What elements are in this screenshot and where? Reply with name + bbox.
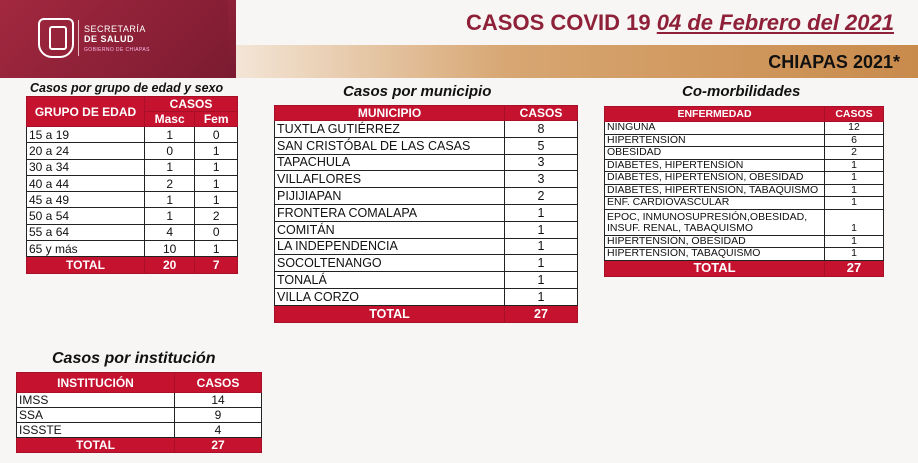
comorb-col-enf: ENFERMEDAD [605, 107, 825, 122]
comorb-casos: 1 [825, 235, 884, 248]
edad-total-row [27, 257, 238, 273]
edad-fem: 2 [195, 208, 238, 224]
mun-casos: 2 [505, 188, 578, 205]
comorb-total-row [605, 260, 884, 276]
page-subtitle: CHIAPAS 2021* [768, 52, 900, 72]
comorb-name: ENF. CARDIOVASCULAR [605, 197, 825, 210]
edad-col-fem: Fem [195, 112, 238, 127]
mun-casos: 3 [505, 171, 578, 188]
inst-col-name: INSTITUCIÓN [17, 373, 175, 393]
comorb-casos: 1 [825, 172, 884, 185]
inst-name: IMSS [17, 393, 175, 408]
table-row [605, 197, 884, 210]
edad-grupo: 20 a 24 [27, 143, 145, 159]
mun-casos: 1 [505, 204, 578, 221]
edad-masc: 2 [145, 175, 195, 191]
institucion-table [16, 372, 262, 453]
comorb-total-value: 27 [825, 260, 884, 276]
comorb-casos: 12 [825, 122, 884, 135]
mun-name: VILLA CORZO [275, 288, 505, 305]
comorb-casos: 1 [825, 197, 884, 210]
mun-name: TONALÁ [275, 272, 505, 289]
table-row [27, 224, 238, 240]
mun-casos: 1 [505, 221, 578, 238]
table-row [605, 134, 884, 147]
table-row [275, 171, 578, 188]
table-row [275, 204, 578, 221]
mun-casos: 1 [505, 288, 578, 305]
table-row [17, 393, 262, 408]
mun-name: SOCOLTENANGO [275, 255, 505, 272]
mun-col-name: MUNICIPIO [275, 106, 505, 121]
title-area [236, 0, 918, 45]
mun-name: TUXTLA GUTIÉRREZ [275, 121, 505, 138]
state-seal-icon [38, 18, 74, 58]
edad-fem: 0 [195, 224, 238, 240]
table-row [17, 423, 262, 438]
edad-col-group: GRUPO DE EDAD [27, 97, 145, 127]
inst-total-row [17, 438, 262, 453]
inst-total-value: 27 [175, 438, 262, 453]
table-row [605, 248, 884, 261]
logo-line3: GOBIERNO DE CHIAPAS [84, 47, 150, 53]
edad-masc: 4 [145, 224, 195, 240]
comorb-casos: 2 [825, 147, 884, 160]
table-row [275, 272, 578, 289]
comorb-casos: 1 [825, 209, 884, 235]
mun-name: VILLAFLORES [275, 171, 505, 188]
municipio-table [274, 105, 578, 323]
inst-name: ISSSTE [17, 423, 175, 438]
table-row [275, 238, 578, 255]
comorb-name: NINGUNA [605, 122, 825, 135]
logo-line2: DE SALUD [84, 34, 135, 44]
page-title [466, 10, 894, 36]
edad-grupo: 40 a 44 [27, 175, 145, 191]
comorb-name: OBESIDAD [605, 147, 825, 160]
inst-title: Casos por institución [52, 350, 216, 367]
edad-col-casos: CASOS [145, 97, 238, 112]
table-row [27, 175, 238, 191]
table-row [605, 172, 884, 185]
table-row [275, 121, 578, 138]
logo-divider [78, 20, 79, 56]
edad-fem: 1 [195, 175, 238, 191]
comorb-name: EPOC, INMUNOSUPRESIÓN,OBESIDAD, INSUF. RENAL, TABAQUISMO [605, 209, 825, 235]
edad-total-masc: 20 [145, 257, 195, 273]
table-row [27, 208, 238, 224]
comorb-title: Co-morbilidades [682, 83, 801, 100]
table-row [605, 159, 884, 172]
table-row [27, 192, 238, 208]
edad-masc: 1 [145, 127, 195, 143]
comorb-total-label: TOTAL [605, 260, 825, 276]
comorb-casos: 1 [825, 159, 884, 172]
mun-casos: 1 [505, 272, 578, 289]
table-row [605, 122, 884, 135]
table-row [275, 137, 578, 154]
inst-total-label: TOTAL [17, 438, 175, 453]
table-row [27, 241, 238, 257]
mun-name: SAN CRISTÓBAL DE LAS CASAS [275, 137, 505, 154]
table-row [275, 188, 578, 205]
mun-total-value: 27 [505, 305, 578, 322]
mun-name: COMITÁN [275, 221, 505, 238]
comorb-col-casos: CASOS [825, 107, 884, 122]
comorb-name: HIPERTENSIÓN, TABAQUISMO [605, 248, 825, 261]
table-row [27, 127, 238, 143]
table-row [605, 147, 884, 160]
edad-col-masc: Masc [145, 112, 195, 127]
edad-grupo: 55 a 64 [27, 224, 145, 240]
table-row [275, 288, 578, 305]
mun-name: LA INDEPENDENCIA [275, 238, 505, 255]
comorb-casos: 1 [825, 248, 884, 261]
edad-masc: 10 [145, 241, 195, 257]
mun-name: TAPACHULA [275, 154, 505, 171]
mun-casos: 5 [505, 137, 578, 154]
edad-grupo: 50 a 54 [27, 208, 145, 224]
table-row [275, 154, 578, 171]
inst-casos: 9 [175, 408, 262, 423]
comorb-name: DIABETES, HIPERTENSIÓN, TABAQUISMO [605, 184, 825, 197]
table-row [605, 184, 884, 197]
edad-fem: 1 [195, 143, 238, 159]
edad-masc: 1 [145, 192, 195, 208]
title-date: 04 de Febrero del 2021 [656, 10, 894, 35]
title-prefix: CASOS COVID 19 [466, 10, 651, 35]
edad-total-fem: 7 [195, 257, 238, 273]
edad-grupo: 45 a 49 [27, 192, 145, 208]
mun-casos: 1 [505, 255, 578, 272]
table-row [275, 255, 578, 272]
comorb-name: DIABETES, HIPERTENSIÓN, OBESIDAD [605, 172, 825, 185]
comorb-name: HIPERTENSIÓN [605, 134, 825, 147]
comorb-name: DIABETES, HIPERTENSIÓN [605, 159, 825, 172]
edad-masc: 1 [145, 208, 195, 224]
mun-casos: 1 [505, 238, 578, 255]
comorb-casos: 6 [825, 134, 884, 147]
mun-casos: 8 [505, 121, 578, 138]
edad-masc: 1 [145, 159, 195, 175]
mun-col-casos: CASOS [505, 106, 578, 121]
edad-grupo: 65 y más [27, 241, 145, 257]
mun-total-label: TOTAL [275, 305, 505, 322]
logo-line1: SECRETARÍA [84, 24, 146, 34]
table-row [605, 209, 884, 235]
municipio-title: Casos por municipio [343, 83, 492, 100]
edad-grupo: 30 a 34 [27, 159, 145, 175]
edad-fem: 0 [195, 127, 238, 143]
mun-name: PIJIJIAPAN [275, 188, 505, 205]
inst-name: SSA [17, 408, 175, 423]
edad-total-label: TOTAL [27, 257, 145, 273]
inst-col-casos: CASOS [175, 373, 262, 393]
table-row [17, 408, 262, 423]
mun-total-row [275, 305, 578, 322]
edad-fem: 1 [195, 159, 238, 175]
logo-area [0, 0, 228, 78]
mun-casos: 3 [505, 154, 578, 171]
comorb-casos: 1 [825, 184, 884, 197]
edad-masc: 0 [145, 143, 195, 159]
inst-casos: 14 [175, 393, 262, 408]
inst-casos: 4 [175, 423, 262, 438]
edad-title: Casos por grupo de edad y sexo [30, 81, 224, 95]
table-row [27, 159, 238, 175]
comorb-name: HIPERTENSIÓN, OBESIDAD [605, 235, 825, 248]
edad-table [26, 96, 238, 274]
mun-name: FRONTERA COMALAPA [275, 204, 505, 221]
table-row [605, 235, 884, 248]
edad-fem: 1 [195, 241, 238, 257]
table-row [275, 221, 578, 238]
edad-fem: 1 [195, 192, 238, 208]
edad-grupo: 15 a 19 [27, 127, 145, 143]
table-row [27, 143, 238, 159]
comorb-table [604, 106, 884, 277]
